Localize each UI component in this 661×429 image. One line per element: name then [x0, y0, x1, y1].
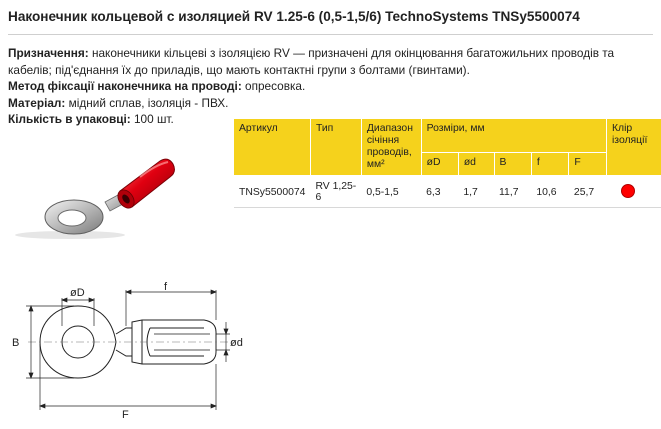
material-text: мідний сплав, ізоляція - ПВХ. — [65, 95, 229, 110]
material-line — [8, 95, 656, 112]
subheader-d-outer: øD — [421, 153, 458, 176]
drawing-label-f-small: f — [164, 282, 168, 293]
cell-insulation-color — [606, 175, 661, 208]
subheader-f-large: F — [569, 153, 607, 176]
ring-terminal-photo — [10, 145, 180, 240]
cell-article: TNSy5500074 — [234, 175, 310, 208]
drawing-label-f-large: F — [122, 409, 129, 421]
subheader-b: B — [494, 153, 531, 176]
subheader-f-small: f — [531, 153, 569, 176]
header-range — [361, 119, 421, 175]
cell-f-small: 10,6 — [531, 175, 569, 208]
header-color-line1: Клір — [611, 123, 633, 134]
header-range-line4: мм² — [366, 159, 385, 170]
method-text: опресовка. — [241, 79, 306, 93]
cell-d-inner: 1,7 — [458, 175, 494, 208]
header-range-line1: Диапазон — [366, 123, 413, 134]
quantity-text: 100 шт. — [130, 112, 174, 126]
table-row — [234, 175, 661, 208]
subheader-d-inner: ød — [458, 153, 494, 176]
quantity-label: Кількість в упаковці: — [8, 112, 131, 126]
specifications-table — [234, 119, 661, 208]
header-article: Артикул — [234, 119, 310, 175]
header-range-line2: січіння — [366, 135, 400, 146]
method-line — [8, 78, 656, 95]
header-type: Тип — [310, 119, 361, 175]
cell-range: 0,5-1,5 — [361, 175, 421, 208]
method-label: Метод фіксації наконечника на проводі: — [8, 79, 242, 93]
drawing-label-b: B — [12, 337, 20, 349]
cell-f-large: 25,7 — [569, 175, 607, 208]
header-range-line3: проводів, — [366, 147, 412, 158]
drawing-label-d-inner: ød — [230, 337, 243, 349]
header-insulation-color — [606, 119, 661, 175]
title-divider — [8, 34, 653, 35]
header-color-line2: ізоляції — [611, 135, 648, 146]
table-header-row — [234, 119, 661, 153]
header-dimensions: Розміри, мм — [421, 119, 606, 153]
purpose-line — [8, 45, 656, 78]
cell-type: RV 1,25-6 — [310, 175, 361, 208]
cell-d-outer: 6,3 — [421, 175, 458, 208]
material-label: Матеріал: — [8, 95, 66, 110]
dimension-drawing — [4, 282, 266, 422]
purpose-label: Призначення: — [8, 46, 89, 60]
cell-b: 11,7 — [494, 175, 531, 208]
product-description — [8, 45, 656, 128]
purpose-text: наконечники кільцеві з ізоляцією RV — призначені для окінцювання багатожильних проводів та кабелів; під'єднання їх до приладів, що мають контактні групи з болтами (гвинтами). — [8, 46, 615, 77]
insulation-color-swatch — [621, 184, 635, 198]
page-title: Наконечник кольцевой с изоляцией RV 1.25-6 (0,5-1,5/6) TechnoSystems TNSy5500074 — [8, 9, 580, 24]
drawing-label-d-outer: øD — [70, 287, 85, 299]
